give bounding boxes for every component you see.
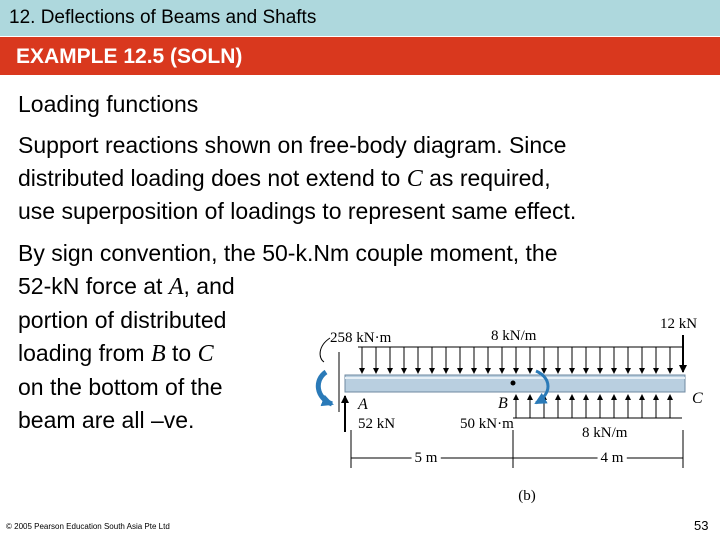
paragraph-line: portion of distributed: [18, 307, 227, 333]
slide-title: 12. Deflections of Beams and Shafts: [9, 7, 317, 28]
section-heading: Loading functions: [18, 91, 199, 117]
paragraph-line: beam are all –ve.: [18, 407, 195, 433]
copyright-footer: © 2005 Pearson Education South Asia Pte Ltd: [6, 522, 170, 531]
math-variable: C: [197, 341, 214, 367]
text-span: to: [165, 340, 198, 366]
text-span: , and: [183, 273, 235, 299]
figure-caption: (b): [518, 488, 536, 504]
text-span: loading from: [18, 340, 151, 366]
math-variable: A: [168, 274, 184, 300]
bottom-distributed-load: [513, 395, 682, 418]
point-b-label: B: [498, 395, 508, 412]
text-span: as required,: [422, 165, 551, 191]
paragraph-line: on the bottom of the: [18, 374, 223, 400]
distributed-load-top-label: 8 kN/m: [491, 328, 537, 344]
math-variable: C: [406, 166, 423, 192]
page-number: 53: [694, 518, 709, 533]
point-a-label: A: [358, 396, 368, 413]
dimension-lines: [351, 430, 683, 468]
dimension-ab-label: 5 m: [414, 450, 438, 466]
paragraph-line: By sign convention, the 50-k.Nm couple moment, the: [18, 240, 558, 266]
paragraph-line: Support reactions shown on free-body diagram. Since: [18, 132, 567, 158]
distributed-load-bottom-label: 8 kN/m: [582, 425, 628, 441]
force-c-label: 12 kN: [660, 316, 698, 332]
slide-subtitle: EXAMPLE 12.5 (SOLN): [16, 45, 243, 68]
moment-a-arrow: [318, 372, 332, 404]
point-b-marker: [511, 381, 516, 386]
moment-a-label: 258 kN·m: [330, 330, 392, 346]
text-span: 52-kN force at: [18, 273, 169, 299]
math-variable: B: [150, 341, 166, 367]
paragraph-line: use superposition of loadings to represent same effect.: [18, 198, 577, 224]
force-a-label: 52 kN: [358, 416, 396, 432]
point-c-label: C: [692, 390, 703, 407]
moment-b-label: 50 kN·m: [460, 416, 514, 432]
top-distributed-load: [358, 347, 682, 373]
dimension-bc-label: 4 m: [600, 450, 624, 466]
text-span: distributed loading does not extend to: [18, 165, 407, 191]
moment-a-leader: [320, 338, 330, 362]
